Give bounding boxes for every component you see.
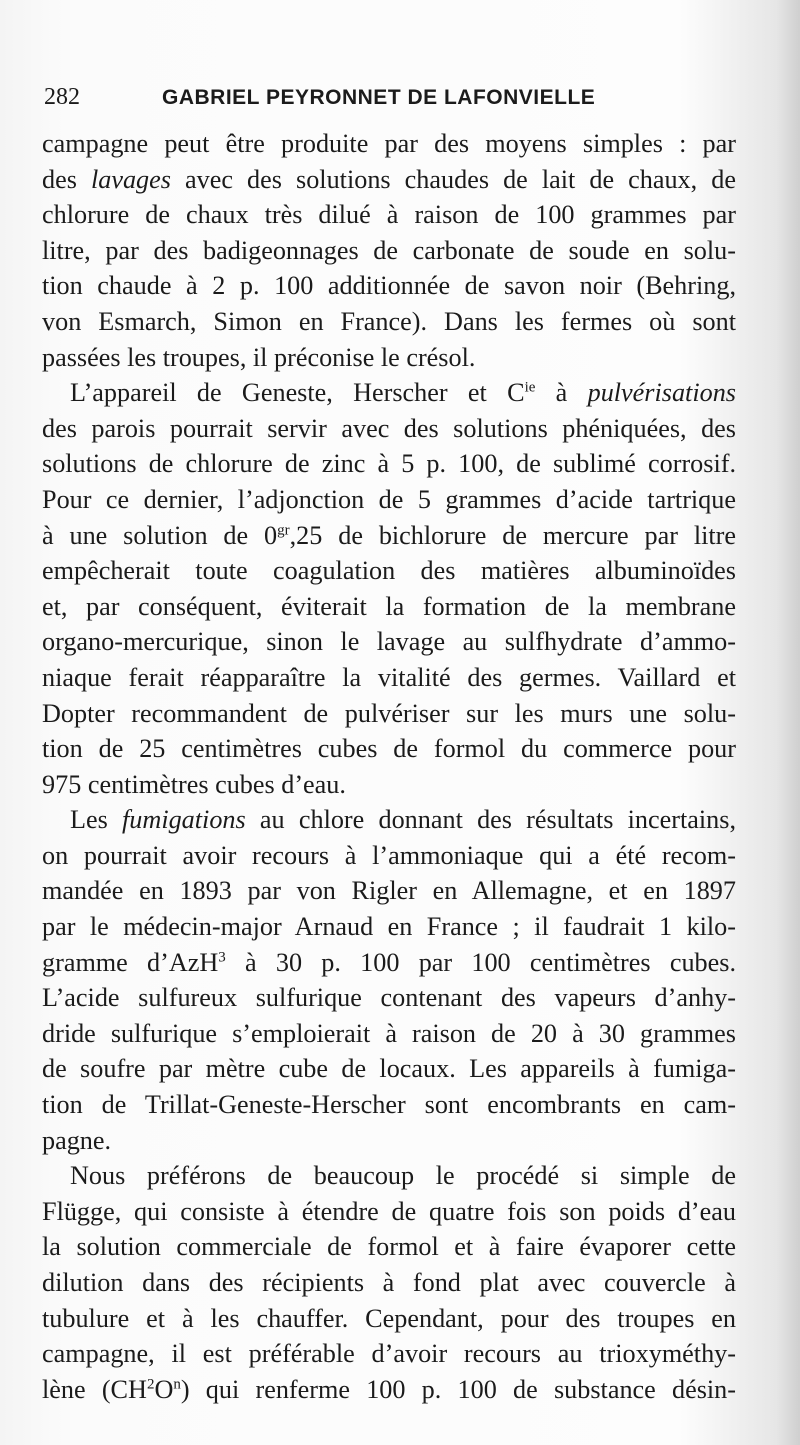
text-line: des parois pourrait servir avec des solutions phéniquées, des <box>42 413 736 443</box>
text-line: Les fumigations au chlore donnant des résultats incertains, <box>70 805 737 835</box>
text-line: chlorure de chaux très dilué à raison de 100 grammes par <box>42 200 736 230</box>
text-line: on pourrait avoir recours à l’ammoniaque qui a été recom- <box>42 840 736 870</box>
text-line: la solution commerciale de formol et à faire évaporer cette <box>42 1232 736 1262</box>
text-line: de soufre par mètre cube de locaux. Les appareils à fumiga- <box>42 1054 736 1084</box>
text-line: Dopter recommandent de pulvériser sur les murs une solu- <box>42 698 736 728</box>
italic-term: lavages <box>90 164 171 194</box>
text-line: Nous préférons de beaucoup le procédé si simple de <box>70 1161 736 1191</box>
text-line: litre, par des badigeonnages de carbonate de soude en solu- <box>42 235 736 265</box>
text-line: dilution dans des récipients à fond plat avec couvercle à <box>42 1268 736 1297</box>
superscript: ie <box>524 379 536 396</box>
text-line: dride sulfurique s’emploierait à raison de 20 à 30 grammes <box>42 1018 736 1048</box>
text-line: empêcherait toute coagulation des matières albuminoïdes <box>42 556 736 586</box>
text-line: des lavages avec des solutions chaudes de lait de chaux, de <box>42 164 736 194</box>
text-line: passées les troupes, il préconise le crésol. <box>42 342 476 372</box>
text-line: tion chaude à 2 p. 100 additionnée de savon noir (Behring, <box>42 271 736 301</box>
italic-term: fumigations <box>122 805 246 835</box>
text-line: von Esmarch, Simon en France). Dans les fermes où sont <box>42 306 736 336</box>
page-header <box>44 84 744 124</box>
text-line: mandée en 1893 par von Rigler en Allemagne, et en 1897 <box>42 876 736 906</box>
text-line: solutions de chlorure de zinc à 5 p. 100, de sublimé corrosif. <box>42 449 736 479</box>
text-line: tubulure et à les chauffer. Cependant, pour des troupes en <box>42 1303 736 1333</box>
italic-term: pulvérisations <box>587 378 736 408</box>
text-line: à une solution de $0^{gr},25$ de bichlorure de mercure par litre <box>42 520 737 550</box>
text-line: 975 centimètres cubes d’eau. <box>42 769 346 799</box>
page-number: 282 <box>44 84 80 110</box>
text-line: L’appareil de Geneste, Herscher et $C^{ie}$ à pulvérisations <box>70 378 736 408</box>
text-line: organo-mercurique, sinon le lavage au sulfhydrate d’ammo- <box>42 627 736 657</box>
text-line: par le médecin-major Arnaud en France ; il faudrait 1 kilo- <box>42 912 736 942</box>
text-line: Flügge, qui consiste à étendre de quatre fois son poids d’eau <box>42 1196 736 1226</box>
text-line: niaque ferait réapparaître la vitalité des germes. Vaillard et <box>42 662 736 692</box>
text-line: campagne, il est préférable d’avoir recours au trioxyméthy- <box>42 1339 736 1369</box>
text-line: campagne peut être produite par des moyens simples : par <box>42 129 736 158</box>
superscript: n <box>173 1376 181 1393</box>
text-line: tion de 25 centimètres cubes de formol du commerce pour <box>42 734 736 764</box>
body-text <box>42 126 736 1407</box>
superscript: gr <box>277 521 290 538</box>
superscript: 3 <box>218 948 226 965</box>
text-line: et, par conséquent, éviterait la formation de la membrane <box>42 591 736 621</box>
text-line: L’acide sulfureux sulfurique contenant des vapeurs d’anhy- <box>42 983 736 1013</box>
running-head: GABRIEL PEYRONNET DE LAFONVIELLE <box>162 86 596 109</box>
text-line: Pour ce dernier, l’adjonction de 5 grammes d’acide tartrique <box>42 484 736 514</box>
text-line: lène $(CH^2O^n)$ qui renferme 100 p. 100 de substance désin- <box>42 1374 737 1404</box>
text-line: pagne. <box>42 1125 112 1155</box>
text-line: gramme d’AzH$^3$ à 30 p. 100 par 100 centimètres cubes. <box>42 947 736 977</box>
superscript: 2 <box>146 1376 155 1393</box>
text-line: tion de Trillat-Geneste-Herscher sont encombrants en cam- <box>42 1090 736 1120</box>
